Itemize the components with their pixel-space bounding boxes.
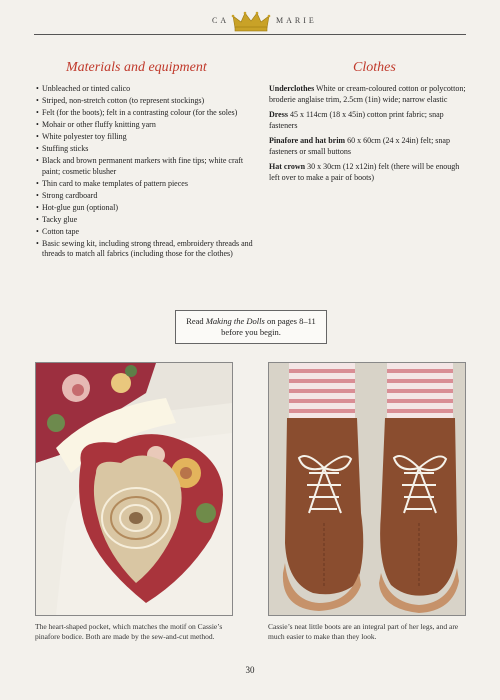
boots-photo xyxy=(268,362,466,616)
clothes-entry-text: 30 x 30cm (12 x12in) felt (there will be enough left over to make a pair of boots) xyxy=(269,162,460,182)
clothes-entry-text: 45 x 114cm (18 x 45in) cotton print fabric; snap fasteners xyxy=(269,110,444,130)
heart-pocket-photo xyxy=(35,362,233,616)
materials-item: • Strong cardboard xyxy=(36,191,256,202)
read-prefix: Read xyxy=(186,316,206,326)
right-photo-caption: Cassie’s neat little boots are an integral part of her legs, and are much easier to make than they look. xyxy=(268,622,459,641)
clothes-entry-heading: Hat crown xyxy=(269,162,306,171)
materials-item: • Felt (for the boots); felt in a contrasting colour (for the soles) xyxy=(36,108,256,119)
clothes-entry-text: White or cream-coloured cotton or polycotton; broderie anglaise trim, 2.5cm (1in) wide; narrow elastic xyxy=(269,84,466,104)
clothes-entry xyxy=(269,84,469,105)
header-right-text: MARIE xyxy=(276,16,317,25)
clothes-entry-heading: Pinafore and hat brim xyxy=(269,136,346,145)
materials-item: • Tacky glue xyxy=(36,215,256,226)
materials-title: Materials and equipment xyxy=(66,60,207,75)
left-photo-caption: The heart-shaped pocket, which matches the motif on Cassie’s pinafore bodice. Both are made by the sew-and-cut method. xyxy=(35,622,223,641)
materials-item: • Mohair or other fluffy knitting yarn xyxy=(36,120,256,131)
clothes-entry-heading: Underclothes xyxy=(269,84,315,93)
materials-item: • Stuffing sticks xyxy=(36,144,256,155)
materials-item: • Striped, non-stretch cotton (to represent stockings) xyxy=(36,96,256,107)
materials-item: • Cotton tape xyxy=(36,227,256,238)
read-title: Making the Dolls xyxy=(205,316,265,326)
clothes-entry-text: 60 x 60cm (24 x 24in) felt; snap fasteners or small buttons xyxy=(269,136,450,156)
materials-item: • Thin card to make templates of pattern pieces xyxy=(36,179,256,190)
materials-list xyxy=(36,84,256,261)
materials-item: • White polyester toy filling xyxy=(36,132,256,143)
clothes-entry-heading: Dress xyxy=(269,110,288,119)
header-left-text: CA xyxy=(212,16,230,25)
read-first-box xyxy=(175,310,327,344)
read-suffix: on pages 8–11 xyxy=(264,316,316,326)
read-first-line2: before you begin. xyxy=(221,327,281,337)
clothes-entry xyxy=(269,162,469,183)
clothes-list xyxy=(269,84,469,188)
materials-item: • Basic sewing kit, including strong thread, embroidery threads and threads to match all fabrics (including those for the clothes) xyxy=(36,239,256,260)
materials-item: • Unbleached or tinted calico xyxy=(36,84,256,95)
running-header xyxy=(0,10,500,34)
header-rule xyxy=(34,34,466,35)
materials-item: • Black and brown permanent markers with fine tips; white craft paint; cosmetic blusher xyxy=(36,156,256,177)
page-number: 30 xyxy=(245,665,255,675)
clothes-entry xyxy=(269,136,469,157)
clothes-title: Clothes xyxy=(353,60,396,75)
crown-logo-icon xyxy=(231,10,271,32)
clothes-entry xyxy=(269,110,469,131)
materials-item: • Hot-glue gun (optional) xyxy=(36,203,256,214)
read-first-line1 xyxy=(176,316,326,327)
